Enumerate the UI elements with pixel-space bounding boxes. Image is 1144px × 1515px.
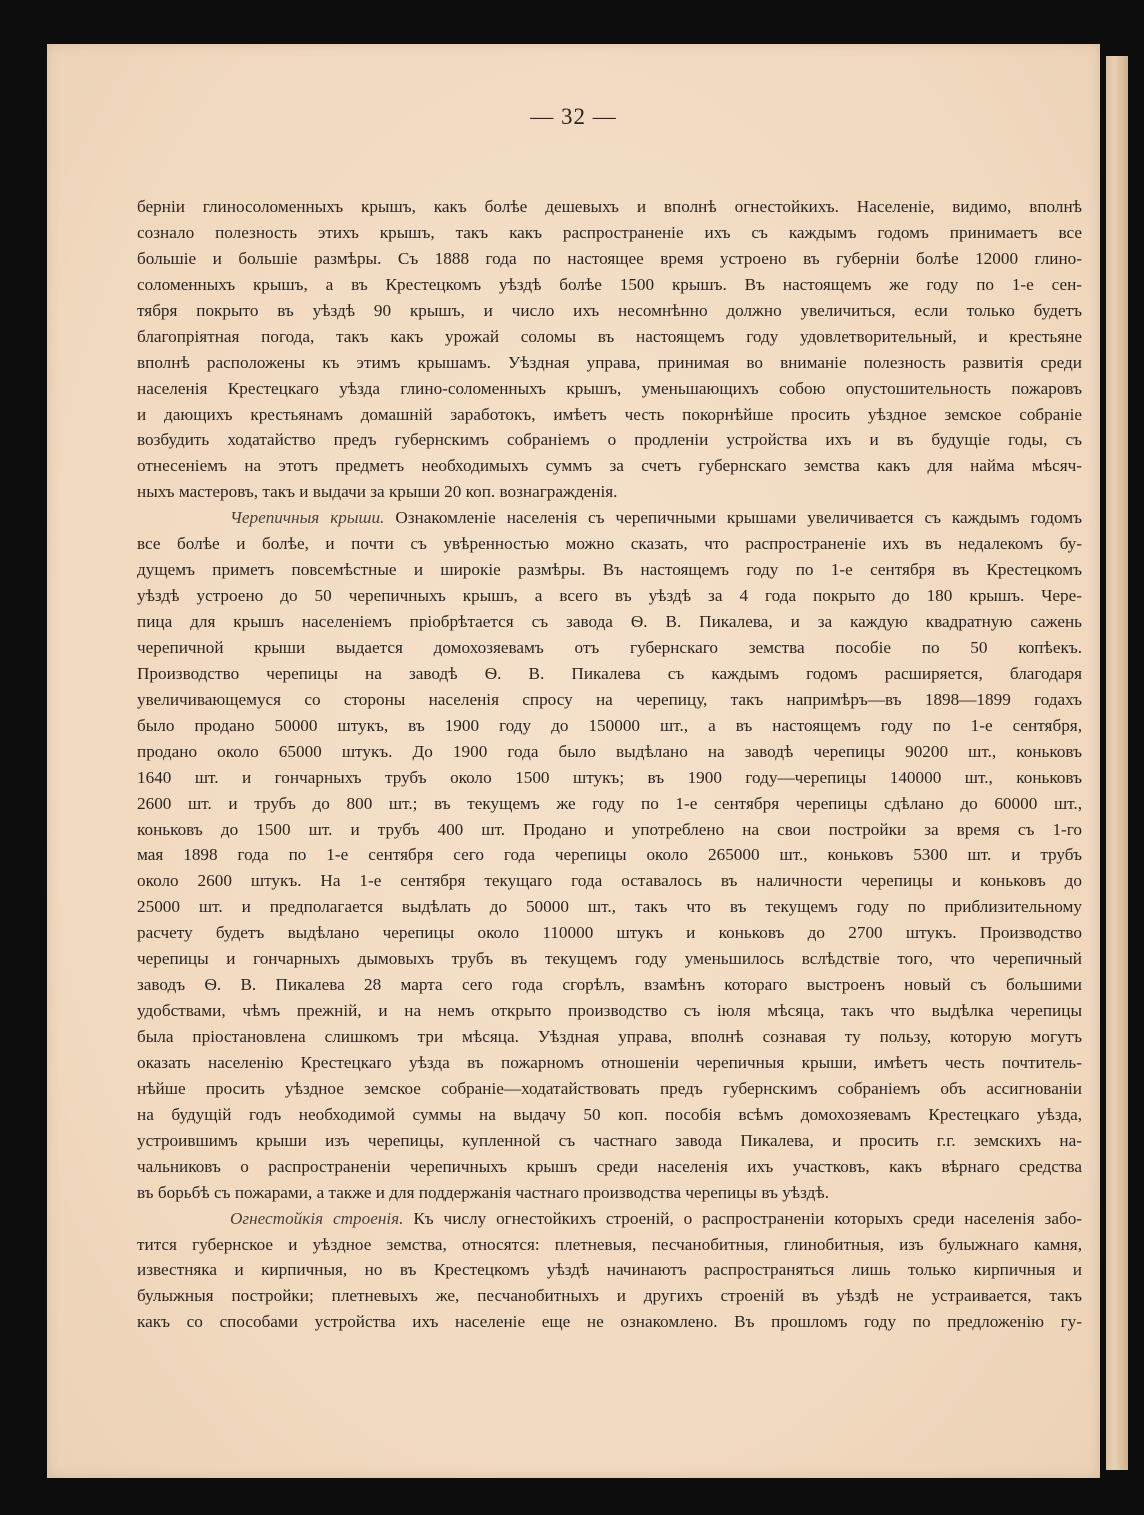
paragraph-first-line [137,1206,1082,1232]
text-line: какъ со способами устройства ихъ населеніе еще не ознакомлено. Въ прошломъ году по предложенію гу- [137,1312,1082,1332]
text-line: известняка и кирпичныя, но въ Крестецкомъ уѣздѣ начинаютъ распространяться лишь только кирпичныя и [137,1260,1082,1280]
text-line: населенія Крестецкаго уѣзда глино-соломенныхъ крышъ, уменьшающихъ собою опустошительность пожаровъ [137,378,1082,398]
text-line: коньковъ до 1500 шт. и трубъ 400 шт. Продано и употреблено на свои постройки за время съ 1-го [137,819,1082,839]
page-number: — 32 — [530,104,617,129]
text-line: нѣйше просить уѣздное земское собраніе—ходатайствовать предъ губернскимъ собраніемъ объ ассигнованіи [137,1078,1082,1098]
text-run: Ознакомленіе населенія съ черепичными крышами увеличивается съ каждымъ годомъ [395,508,1082,528]
text-line: удобствами, чѣмъ прежній, и на немъ открыто производство съ іюля мѣсяца, такъ что выдѣлка черепицы [137,1001,1082,1021]
text-line: черепичной крыши выдается домохозяевамъ отъ губернскаго земства пособіе по 50 копѣекъ. [137,637,1082,657]
text-line: тится губернское и уѣздное земства, относятся: плетневыя, песчанобитныя, глинобитныя, изъ булыжнаго камня, [137,1234,1082,1254]
text-line: благопріятная погода, такъ какъ урожай соломы въ настоящемъ году удовлетворительный, и крестьяне [137,326,1082,346]
text-line: дущемъ приметъ повсемѣстные и широкіе размѣры. Въ настоящемъ году по 1-е сентября въ Крестецкомъ [137,560,1082,580]
text-run: Къ числу огнестойкихъ строеній, о распространеніи которыхъ среди населенія забо- [413,1208,1082,1228]
text-line: соломенныхъ крышъ, а въ Крестецкомъ уѣздѣ болѣе 1500 крышъ. Въ настоящемъ же году по 1-е сен- [137,274,1082,294]
section-lead-in: Огнестойкія строенія. [230,1208,404,1228]
text-line: возбудить ходатайство предъ губернскимъ собраніемъ о продленіи устройства ихъ и въ будущіе годы, съ [137,430,1082,450]
text-line: ныхъ мастеровъ, такъ и выдачи за крыши 20 коп. вознагражденія. [137,482,618,502]
text-line: вполнѣ расположены къ этимъ крышамъ. Уѣздная управа, принимая во вниманіе полезность развитія среди [137,352,1082,372]
text-line: 1640 шт. и гончарныхъ трубъ около 1500 штукъ; въ 1900 году—черепицы 140000 шт., коньковъ [137,767,1082,787]
paragraph-glino-solomennye-kryshi [137,194,1082,505]
text-line: устроившимъ крыши изъ черепицы, купленной съ частнаго завода Пикалева, и просить г.г. земскихъ на- [137,1130,1082,1150]
page-text [137,194,1082,1374]
next-page-edge [1106,56,1128,1470]
text-line: берніи глиносоломенныхъ крышъ, какъ болѣе дешевыхъ и вполнѣ огнестойкихъ. Населеніе, видимо, вполнѣ [137,197,1082,216]
paragraph-first-line [137,505,1082,531]
text-line: Производство черепицы на заводѣ Ѳ. В. Пикалева съ каждымъ годомъ расширяется, благодаря [137,663,1082,683]
text-line: продано около 65000 штукъ. До 1900 года было выдѣлано на заводѣ черепицы 90200 шт., коньковъ [137,741,1082,761]
text-line: оказать населенію Крестецкаго уѣзда въ пожарномъ отношеніи черепичныя крыши, имѣетъ честь почтитель- [137,1052,1082,1072]
text-line: заводъ Ѳ. В. Пикалева 28 марта сего года сгорѣлъ, взамѣнъ котораго выстроенъ новый съ большими [137,975,1082,995]
text-line: въ борьбѣ съ пожарами, а также и для поддержанія частнаго производства черепицы въ уѣздѣ. [137,1182,829,1202]
book-page [47,44,1100,1478]
text-line: на будущій годъ необходимой суммы на выдачу 50 коп. пособія всѣмъ домохозяевамъ Крестецкаго уѣзда, [137,1104,1082,1124]
paragraph-cherepichnye-kryshi [137,505,1082,1205]
text-line: и дающихъ крестьянамъ домашній заработокъ, имѣетъ честь покорнѣйше просить уѣздное земское собраніе [137,404,1082,424]
text-line: черепицы и гончарныхъ дымовыхъ трубъ въ текущемъ году уменьшилось вслѣдствіе того, что черепичный [137,949,1082,969]
text-line: пица для крышъ населеніемъ пріобрѣтается съ завода Ѳ. В. Пикалева, и за каждую квадратную сажень [137,612,1082,631]
text-line: расчету будетъ выдѣлано черепицы около 110000 штукъ и коньковъ до 2700 штукъ. Производство [137,923,1082,943]
text-line: все болѣе и болѣе, и почти съ увѣренностью можно сказать, что распространеніе ихъ въ недалекомъ бу- [137,534,1082,554]
text-line: увеличивающемуся со стороны населенія спросу на черепицу, такъ напримѣръ—въ 1898—1899 годахъ [137,689,1082,709]
text-line: большіе и большіе размѣры. Съ 1888 года по настоящее время устроено въ губерніи болѣе 12000 глино- [137,248,1082,268]
text-line: чальниковъ о распространеніи черепичныхъ крышъ среди населенія ихъ участковъ, какъ вѣрнаго средства [137,1156,1082,1176]
section-lead-in: Черепичныя крыши. [230,508,385,528]
text-line: была пріостановлена слишкомъ три мѣсяца. Уѣздная управа, вполнѣ сознавая ту пользу, которую могутъ [137,1027,1082,1046]
text-line: уѣздѣ устроено до 50 черепичныхъ крышъ, а всего въ уѣздѣ за 4 года покрыто до 180 крышъ. Чере- [137,586,1082,606]
text-line: отнесеніемъ на этотъ предметъ необходимыхъ суммъ за счетъ губернскаго земства какъ для найма мѣсяч- [137,456,1082,476]
text-line: 25000 шт. и предполагается выдѣлать до 50000 шт., такъ что въ текущемъ году по приблизительному [137,897,1082,917]
text-line: около 2600 штукъ. На 1-е сентября текущаго года оставалось въ наличности черепицы и коньковъ до [137,871,1082,891]
text-line: было продано 50000 штукъ, въ 1900 году до 150000 шт., а въ настоящемъ году по 1-е сентября, [137,715,1082,735]
text-line: мая 1898 года по 1-е сентября сего года черепицы около 265000 шт., коньковъ 5300 шт. и трубъ [137,845,1082,865]
text-line: тября покрыто въ уѣздѣ 90 крышъ, и число ихъ несомнѣнно должно увеличиться, если только будетъ [137,300,1082,320]
paragraph-ognestoikie-stroeniya [137,1206,1082,1336]
text-line: 2600 шт. и трубъ до 800 шт.; въ текущемъ же году по 1-е сентября черепицы сдѣлано до 60000 шт., [137,793,1082,813]
text-line: булыжныя постройки; плетневыхъ же, песчанобитныхъ и другихъ строеній въ уѣздѣ не устраивается, такъ [137,1286,1082,1306]
text-line: сознало полезность этихъ крышъ, такъ какъ распространеніе ихъ съ каждымъ годомъ принимаетъ все [137,222,1082,242]
